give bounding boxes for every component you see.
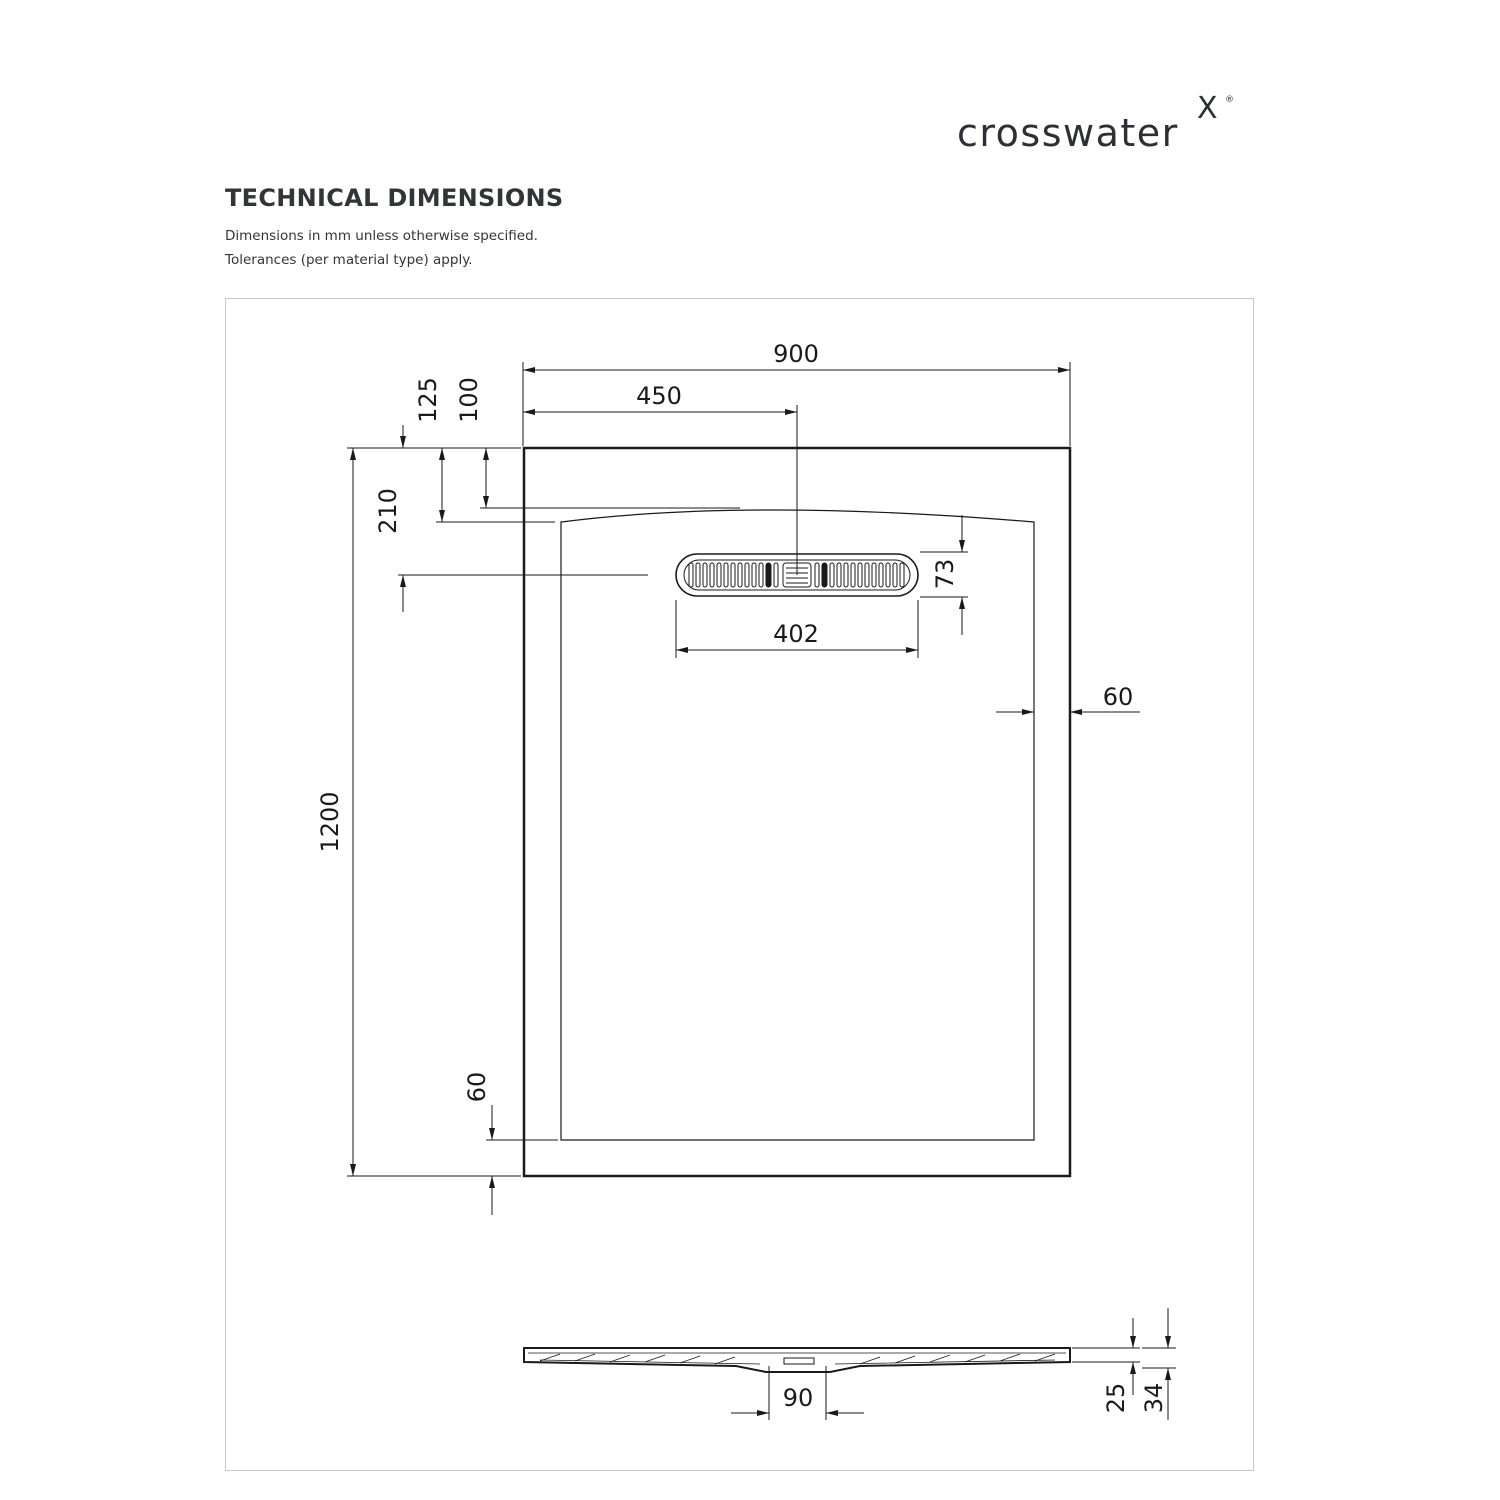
label-overall-height: 34 — [1140, 1382, 1168, 1414]
grate-slots-left — [689, 563, 778, 587]
inner-tray-area — [561, 510, 1034, 1140]
waste-outlet — [784, 1358, 814, 1364]
label-waste-offset: 450 — [636, 382, 682, 410]
label-waste-outlet-width: 90 — [782, 1384, 814, 1412]
grate-slots-right — [815, 563, 904, 587]
label-overall-length: 1200 — [316, 791, 344, 853]
dimensions-note: Dimensions in mm unless otherwise specified. — [225, 228, 538, 244]
label-grate-width: 73 — [931, 558, 959, 590]
side-view — [524, 1348, 1070, 1372]
dimension-overall-length — [347, 448, 521, 1176]
label-overall-width: 900 — [773, 340, 819, 368]
label-grate-length: 402 — [773, 620, 819, 648]
side-profile-hatching — [540, 1354, 1055, 1364]
label-edge-to-upstand-crown: 100 — [455, 377, 483, 423]
dimension-waste-offset — [523, 403, 797, 575]
dimension-bottom-border — [486, 1105, 558, 1215]
label-edge-height: 25 — [1102, 1382, 1130, 1414]
drawing-frame — [226, 299, 1254, 1471]
brand-wordmark: crosswater — [957, 111, 1179, 155]
side-profile-outline — [524, 1348, 1070, 1372]
label-edge-to-upstand-corner: 125 — [414, 377, 442, 423]
brand-x-mark: X — [1197, 91, 1218, 126]
registered-mark: ® — [1225, 95, 1234, 105]
label-edge-to-waste: 210 — [374, 488, 402, 534]
dimension-edge-to-upstand-crown — [480, 448, 740, 508]
page-title: TECHNICAL DIMENSIONS — [225, 184, 564, 212]
dimension-edge-to-upstand-corner — [436, 448, 555, 522]
label-bottom-border: 60 — [463, 1071, 491, 1103]
tolerances-note: Tolerances (per material type) apply. — [225, 252, 473, 268]
label-side-border: 60 — [1102, 683, 1134, 711]
